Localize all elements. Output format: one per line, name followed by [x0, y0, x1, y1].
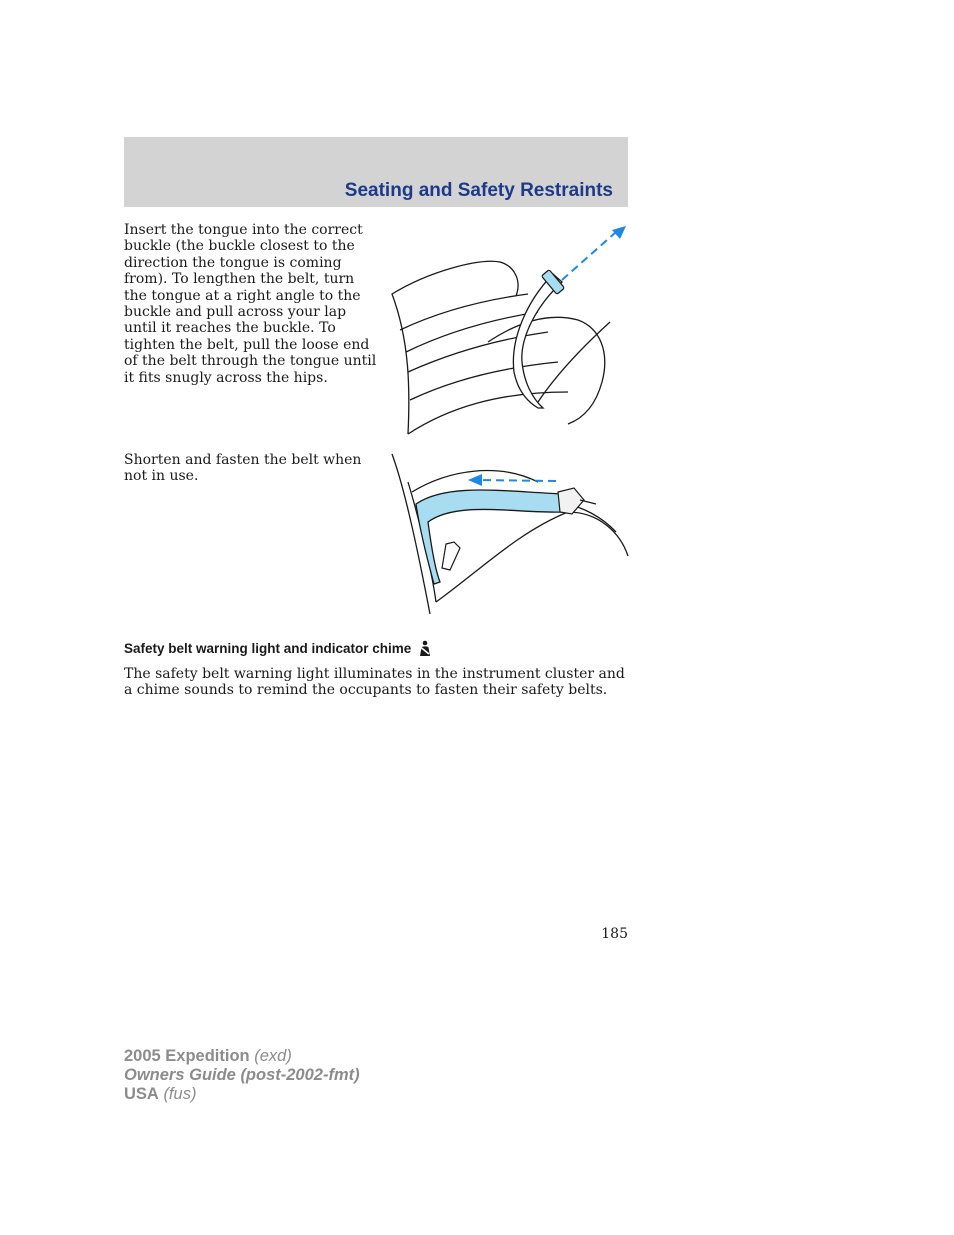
section-title: Seating and Safety Restraints: [344, 180, 613, 201]
section-header-band: [124, 137, 628, 207]
paragraph-warning-light: The safety belt warning light illuminates in the instrument cluster and a chime sounds to remind the occupants to fasten their safety belts.: [124, 666, 625, 699]
paragraph-shorten-belt: Shorten and fasten the belt when not in use.: [124, 452, 362, 485]
footer-model-code: (exd): [254, 1047, 292, 1065]
belt-lengthen-illustration: [388, 222, 630, 438]
footer-guide: Owners Guide (post-2002-fmt): [124, 1066, 360, 1084]
page-number: 185: [601, 926, 628, 942]
paragraph-lengthen-belt: Insert the tongue into the correct buckle (the buckle closest to the direction the tongue is coming from). To lengthen the belt, turn the tongue at a right angle to the buckle and pull across your lap until it reaches the buckle. To tighten the belt, pull the loose end of the belt through the tongue until it fits snugly across the hips.: [124, 222, 377, 386]
footer-line-2: [124, 1066, 360, 1085]
subheading-text: Safety belt warning light and indicator chime: [124, 641, 412, 656]
footer-model: 2005 Expedition: [124, 1047, 250, 1065]
subheading-warning-light: [124, 640, 433, 657]
document-footer: [124, 1047, 360, 1104]
seatbelt-warning-icon: [417, 640, 433, 657]
belt-shorten-illustration: [388, 452, 630, 618]
footer-line-1: [124, 1047, 360, 1066]
footer-market: USA: [124, 1085, 159, 1103]
footer-market-code: (fus): [163, 1085, 197, 1103]
footer-line-3: [124, 1085, 360, 1104]
